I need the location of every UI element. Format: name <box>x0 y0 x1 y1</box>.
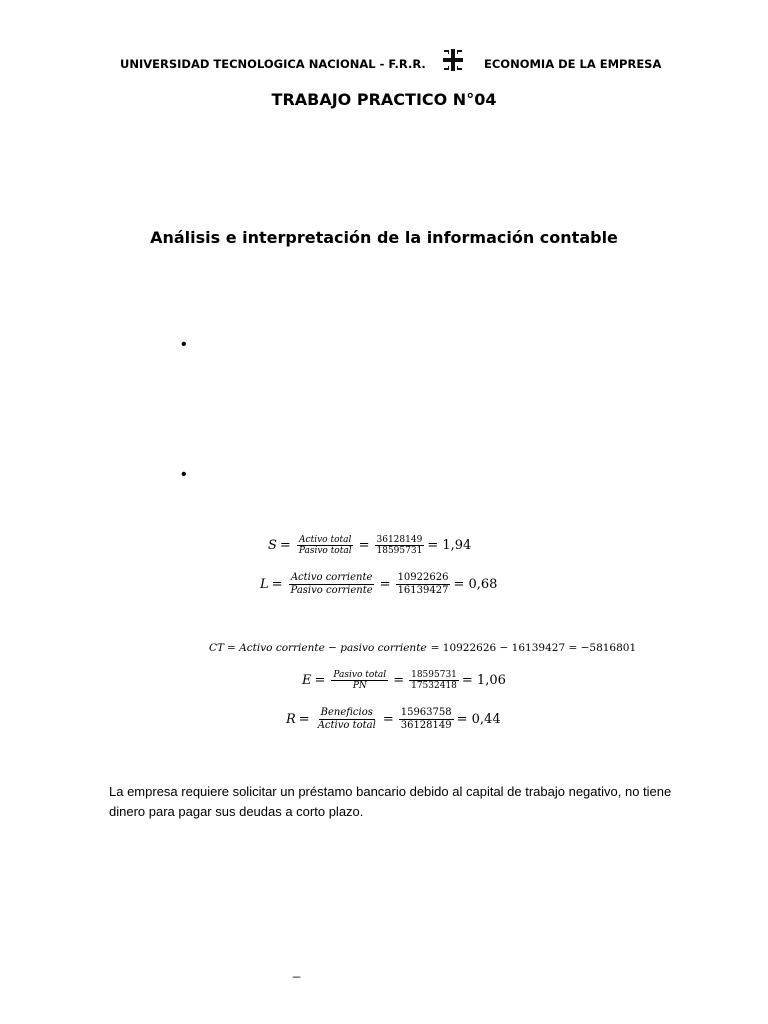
eq-denominator-value: 18595731 <box>376 546 423 557</box>
eq-lhs: CT <box>209 642 225 654</box>
eq-lhs: R <box>286 711 296 727</box>
bullet-point: • <box>181 336 187 353</box>
eq-numerator: Activo corriente <box>290 572 373 583</box>
eq-lhs: S <box>268 538 277 554</box>
section-heading: Análisis e interpretación de la información contable <box>150 228 618 247</box>
eq-numerator: Beneficios <box>320 707 373 718</box>
eq-fraction-values <box>396 572 451 596</box>
eq-denominator-value: 17532418 <box>411 681 457 692</box>
eq-denominator-value: 16139427 <box>397 584 449 596</box>
eq-numerator-value: 10922626 <box>397 572 449 583</box>
footer-mark: _ <box>293 963 301 978</box>
eq-fraction <box>331 670 388 692</box>
eq-numerator: Pasivo total <box>333 670 387 680</box>
eq-denominator: PN <box>352 681 367 692</box>
eq-fraction-values <box>409 670 459 692</box>
eq-result: = 0,68 <box>453 576 498 592</box>
eq-result: = 1,06 <box>461 673 506 689</box>
eq-fraction <box>289 572 375 596</box>
eq-denominator: Pasivo total <box>298 546 352 557</box>
eq-numerator-value: 36128149 <box>376 535 423 545</box>
bullet-point: • <box>181 466 187 483</box>
eq-numerator-value: 15963758 <box>400 707 452 718</box>
eq-fraction <box>297 535 354 557</box>
equation-profitability: R = $\frac{\text{Beneficios}}{\text{Activo total}}$ = $\frac{15963758}{36128149}$ = 0,44 <box>286 707 501 731</box>
equation-working-capital <box>209 642 636 654</box>
eq-sign: = <box>298 711 310 727</box>
eq-lhs: E <box>302 673 312 689</box>
eq-sign: = <box>271 576 283 592</box>
equation-solvency: S = $\frac{\text{Activo total}}{\text{Pasivo total}}$ = $\frac{36128149}{18595731}$ = 1,94 <box>268 535 472 557</box>
eq-result: = 0,44 <box>456 711 501 727</box>
eq-denominator: Pasivo corriente <box>290 584 373 596</box>
eq-fraction-values <box>375 535 425 557</box>
eq-numerator-value: 18595731 <box>411 670 457 680</box>
eq-lhs: L <box>260 576 269 592</box>
university-name: UNIVERSIDAD TECNOLOGICA NACIONAL - F.R.R. <box>120 57 426 71</box>
eq-values: = 10922626 − 16139427 = −5816801 <box>430 642 637 654</box>
eq-result: = 1,94 <box>427 538 472 554</box>
eq-fraction <box>316 707 378 731</box>
eq-sign: = <box>314 673 326 689</box>
eq-numerator: Activo total <box>299 535 352 545</box>
course-name: ECONOMIA DE LA EMPRESA <box>484 57 662 71</box>
eq-denominator-value: 36128149 <box>400 719 452 731</box>
eq-fraction-values <box>399 707 454 731</box>
eq-sign: = <box>279 538 291 554</box>
eq-denominator: Activo total <box>317 719 376 731</box>
eq-formula: = Activo corriente − pasivo corriente <box>227 642 427 654</box>
conclusion-paragraph: La empresa requiere solicitar un préstamo bancario debido al capital de trabajo negativo, no tiene dinero para pagar sus deudas a corto plazo. <box>109 784 672 819</box>
utn-logo-icon <box>443 49 463 71</box>
equation-liquidity: L = $\frac{\text{Activo corriente}}{\text{Pasivo corriente}}$ = $\frac{10922626}{16139427}$ = 0,68 <box>260 572 498 596</box>
equation-indebtedness: E = $\frac{\text{Pasivo total}}{PN}$ = $\frac{18595731}{17532418}$ = 1,06 <box>302 670 506 692</box>
document-title: TRABAJO PRACTICO N°04 <box>271 90 497 109</box>
